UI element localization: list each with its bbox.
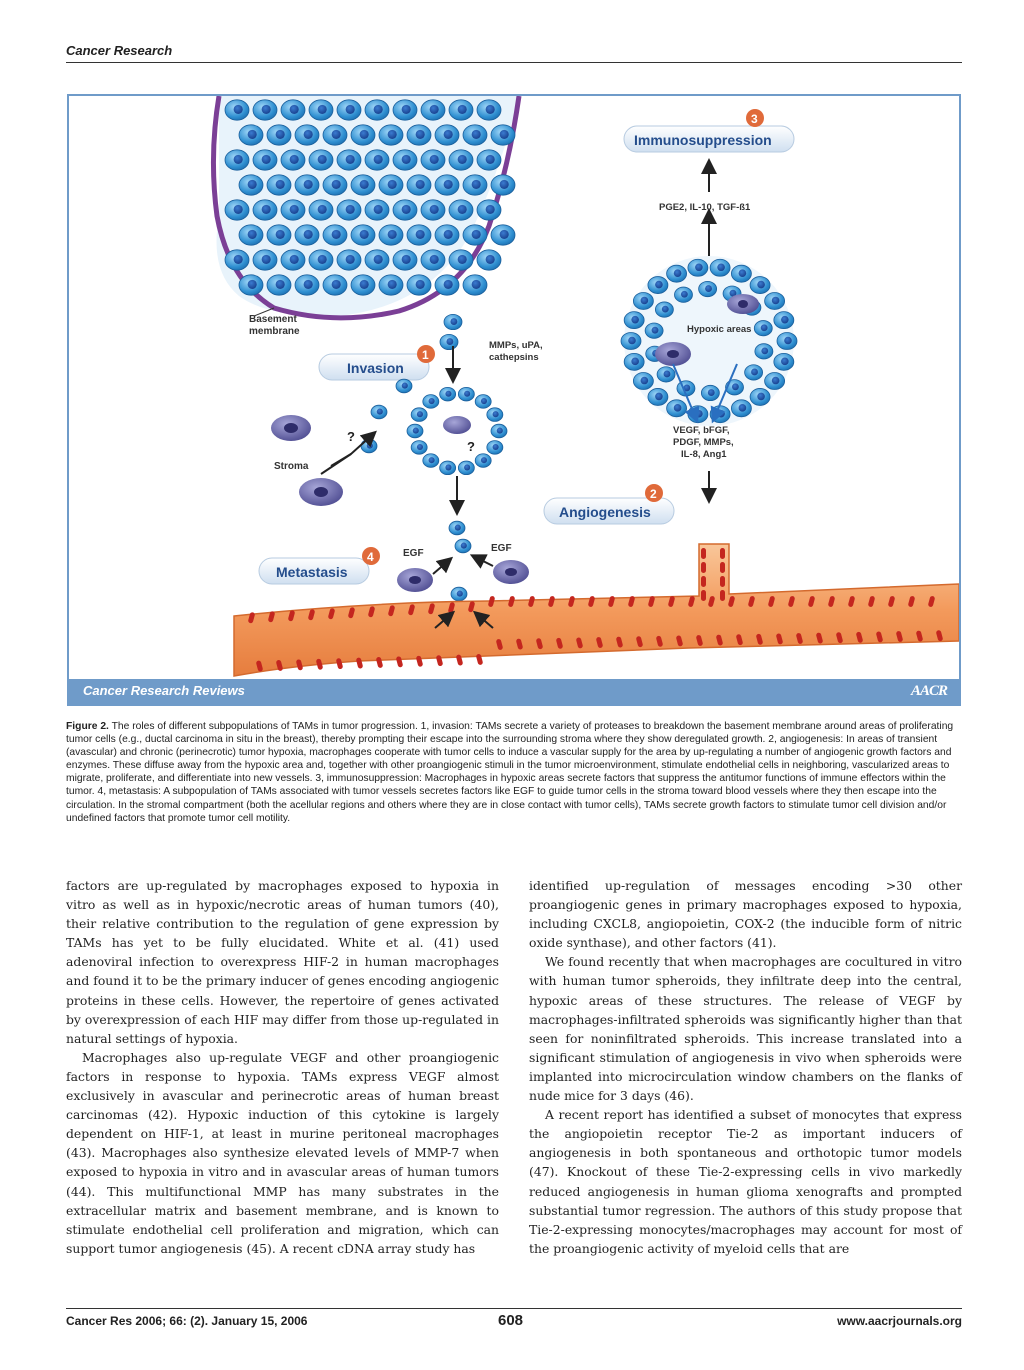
tumor-cell bbox=[440, 461, 456, 475]
tumor-cell bbox=[309, 200, 333, 220]
tumor-cell bbox=[379, 225, 403, 245]
stroma-cluster bbox=[361, 379, 507, 474]
tumor-cell bbox=[477, 100, 501, 120]
angiogenesis-number: 2 bbox=[650, 487, 657, 501]
question-mark-1: ? bbox=[347, 429, 355, 444]
paragraph: factors are up-regulated by macrophages exposed to hypoxia in vitro as well as in hypoxic/necrotic areas of human tumors (40), their relative contribution to the regulation of gene expression by TAMs has yet to be fully elucidated. White et al. (41) used adenoviral infection to overexpress HIF-2 in human macrophages and found it to be the primary inducer of genes encoding angiogenic proteins in these cells. However, the repertoire of genes activated by overexpression of each HIF may differ from those up-regulated in natural settings of hypoxia. bbox=[66, 878, 499, 1046]
header-rule bbox=[66, 62, 962, 63]
figure-illustration bbox=[69, 96, 959, 704]
tumor-cell bbox=[411, 441, 427, 455]
tumor-cell bbox=[309, 100, 333, 120]
tumor-cell bbox=[309, 250, 333, 270]
tumor-cell bbox=[421, 100, 445, 120]
tumor-cell bbox=[253, 200, 277, 220]
immunosuppression-label: Immunosuppression bbox=[634, 132, 772, 148]
invading-cells bbox=[440, 314, 462, 349]
angiogenesis-badge bbox=[544, 484, 674, 524]
tumor-cell bbox=[295, 225, 319, 245]
tumor-cell bbox=[624, 353, 644, 370]
metastasis-macrophage-2 bbox=[493, 560, 529, 584]
figure-2 bbox=[67, 94, 961, 706]
tumor-cell bbox=[267, 125, 291, 145]
tumor-cell bbox=[449, 250, 473, 270]
tumor-cell bbox=[371, 405, 387, 419]
tumor-cell bbox=[239, 175, 263, 195]
tumor-cell bbox=[337, 100, 361, 120]
tumor-cell bbox=[239, 275, 263, 295]
tumor-cell bbox=[455, 539, 471, 553]
tumor-cell bbox=[323, 125, 347, 145]
tumor-cell bbox=[351, 275, 375, 295]
tumor-cell bbox=[393, 250, 417, 270]
question-mark-2: ? bbox=[467, 439, 475, 454]
tumor-cell bbox=[267, 175, 291, 195]
angiogenesis-label: Angiogenesis bbox=[559, 504, 651, 520]
tumor-cell bbox=[774, 312, 794, 329]
tumor-cell bbox=[633, 292, 653, 309]
red-blood-cell bbox=[701, 590, 706, 601]
tumor-cell bbox=[477, 250, 501, 270]
tumor-cell bbox=[435, 175, 459, 195]
tumor-cell bbox=[451, 587, 467, 601]
paragraph: identified up-regulation of messages encoding >30 other proangiogenic genes in primary macrophages exposed to hypoxia, including CXCL8, angiopoietin, COX-2 (the inducible form of nitric oxide synthase), and other factors (41). bbox=[529, 878, 962, 951]
tumor-cell bbox=[463, 175, 487, 195]
tumor-cell bbox=[421, 150, 445, 170]
tumor-cell bbox=[393, 200, 417, 220]
stroma-macrophage-2 bbox=[299, 478, 343, 506]
tumor-cell bbox=[407, 125, 431, 145]
vegf-label-2: PDGF, MMPs, bbox=[673, 437, 734, 448]
tumor-cell bbox=[475, 454, 491, 468]
tumor-cell bbox=[633, 373, 653, 390]
mmps-label-1: MMPs, uPA, bbox=[489, 340, 543, 351]
hypoxic-spheroid bbox=[621, 256, 797, 426]
tumor-cell bbox=[393, 100, 417, 120]
tumor-cell bbox=[365, 250, 389, 270]
invasion-badge bbox=[319, 345, 435, 380]
tumor-cell bbox=[657, 367, 675, 382]
tumor-cell bbox=[491, 125, 515, 145]
tumor-cell bbox=[323, 225, 347, 245]
tumor-cell bbox=[337, 250, 361, 270]
tumor-cell bbox=[379, 125, 403, 145]
tumor-cell bbox=[337, 200, 361, 220]
hypoxic-macrophage-1 bbox=[727, 294, 759, 314]
page-number: 608 bbox=[498, 1312, 524, 1329]
tumor-cell bbox=[765, 373, 785, 390]
tumor-cell bbox=[435, 225, 459, 245]
tumor-cell bbox=[393, 150, 417, 170]
tumor-cell bbox=[750, 388, 770, 405]
tumor-cell bbox=[435, 125, 459, 145]
metastasis-number: 4 bbox=[367, 550, 374, 564]
tumor-cell bbox=[449, 200, 473, 220]
figure-caption bbox=[66, 720, 962, 825]
tumor-cell bbox=[337, 150, 361, 170]
tumor-cell bbox=[407, 225, 431, 245]
red-blood-cell bbox=[701, 562, 706, 573]
tumor-cell bbox=[421, 250, 445, 270]
tumor-cell bbox=[225, 150, 249, 170]
tumor-cell bbox=[710, 406, 730, 423]
tumor-cell bbox=[423, 454, 439, 468]
egf-label-right: EGF bbox=[491, 543, 512, 554]
body-column-right bbox=[529, 876, 962, 1258]
tumor-cell bbox=[648, 277, 668, 294]
tumor-cell bbox=[463, 275, 487, 295]
red-blood-cell bbox=[720, 562, 725, 573]
tumor-cell bbox=[777, 333, 797, 350]
tumor-cell bbox=[440, 334, 458, 349]
stroma-arrow-branch bbox=[321, 454, 351, 474]
basement-label-1: Basement bbox=[249, 314, 297, 325]
tumor-cell bbox=[396, 379, 412, 393]
tumor-cell bbox=[281, 150, 305, 170]
hypoxic-areas-label: Hypoxic areas bbox=[687, 324, 752, 335]
tumor-cell bbox=[351, 125, 375, 145]
tumor-cell bbox=[655, 302, 673, 317]
paragraph: A recent report has identified a subset of monocytes that express the angiopoietin receptor Tie-2 as important inducers of angiogenesis in both spontaneous and orthotopic tumor models (47). Knockout of these Tie-2-expressing cells in vivo markedly reduced angiogenesis in human glioma xenografts and prompted substantial tumor regression. The authors of this study propose that Tie-2-expressing monocytes/macrophages may account for most of the proangiogenic activity of myeloid cells that are bbox=[529, 1107, 962, 1256]
tumor-cell bbox=[365, 150, 389, 170]
egf-arrow-left bbox=[433, 562, 447, 574]
tumor-cell bbox=[225, 100, 249, 120]
tumor-cell bbox=[754, 321, 772, 336]
tumor-cell bbox=[253, 250, 277, 270]
tumor-cell bbox=[688, 259, 708, 276]
tumor-cell bbox=[225, 250, 249, 270]
tumor-cell bbox=[295, 275, 319, 295]
stroma-macrophage-1 bbox=[271, 415, 311, 441]
invasion-number: 1 bbox=[422, 348, 429, 362]
tumor-cell bbox=[444, 314, 462, 329]
aacr-logo: AACR bbox=[910, 683, 947, 699]
tumor-cell bbox=[379, 275, 403, 295]
tumor-cell bbox=[281, 200, 305, 220]
tumor-cell bbox=[309, 150, 333, 170]
tumor-cell bbox=[731, 400, 751, 417]
ring-macrophage bbox=[443, 416, 471, 434]
tumor-cell bbox=[295, 175, 319, 195]
metastasis-macrophage-1 bbox=[397, 568, 433, 592]
tumor-cell bbox=[667, 265, 687, 282]
pge2-label: PGE2, IL-10, TGF-ß1 bbox=[659, 202, 751, 213]
tumor-cell bbox=[323, 275, 347, 295]
tumor-cell bbox=[463, 125, 487, 145]
red-blood-cell bbox=[701, 576, 706, 587]
tumor-cell bbox=[745, 365, 763, 380]
tumor-cell bbox=[449, 150, 473, 170]
tumor-cell bbox=[253, 150, 277, 170]
tumor-cell bbox=[621, 333, 641, 350]
red-blood-cell bbox=[701, 548, 706, 559]
tumor-cell bbox=[225, 200, 249, 220]
tumor-cell bbox=[765, 292, 785, 309]
tumor-cell bbox=[239, 125, 263, 145]
red-blood-cell bbox=[720, 548, 725, 559]
footer-url: www.aacrjournals.org bbox=[837, 1314, 962, 1328]
tumor-cell bbox=[674, 287, 692, 302]
tumor-cell bbox=[365, 200, 389, 220]
figure-footer-label: Cancer Research Reviews bbox=[83, 683, 245, 698]
tumor-cell bbox=[351, 175, 375, 195]
tumor-cell bbox=[411, 408, 427, 422]
tumor-cell bbox=[281, 250, 305, 270]
tumor-cell bbox=[421, 200, 445, 220]
basement-label-2: membrane bbox=[249, 326, 300, 337]
paragraph: Macrophages also up-regulate VEGF and other proangiogenic factors in response to hypoxia. TAMs express VEGF almost exclusively in avascular and perinecrotic areas of human breast carcinomas (42). Hypoxic induction of this cytokine is largely dependent on HIF-1, at least in murine peritoneal macrophages (43). Macrophages also synthesize elevated levels of MMP-7 when exposed to hypoxia in vitro and in avascular areas of human tumors (44). This multifunctional MMP has many substrates in the extracellular matrix and basement membrane, and is known to stimulate endothelial cell proliferation and migration, which can support tumor angiogenesis (45). A recent cDNA array study has bbox=[66, 1049, 499, 1256]
tumor-cell bbox=[774, 353, 794, 370]
red-blood-cell bbox=[720, 576, 725, 587]
tumor-cell bbox=[423, 395, 439, 409]
tumor-cell bbox=[440, 387, 456, 401]
mmps-label-2: cathepsins bbox=[489, 352, 539, 363]
tumor-cell bbox=[267, 225, 291, 245]
tumor-cell bbox=[239, 225, 263, 245]
paragraph: We found recently that when macrophages are cocultured in vitro with human tumor spheroids, they infiltrate deep into the central, hypoxic areas of these structures. The release of VEGF by macrophages-infiltrated spheroids was significantly higher than that seen for noninfiltrated spheroids. This increase translated into a significant stimulation of angiogenesis in vivo when spheroids were implanted into microcirculation window chambers on the flanks of nude mice for 3 days (46). bbox=[529, 954, 962, 1104]
tumor-cell bbox=[463, 225, 487, 245]
tumor-cell bbox=[487, 408, 503, 422]
tumor-cell bbox=[645, 323, 663, 338]
tumor-cell bbox=[458, 461, 474, 475]
tumor-cell bbox=[458, 387, 474, 401]
tumor-cell bbox=[365, 100, 389, 120]
tumor-cell bbox=[491, 424, 507, 438]
vegf-label-1: VEGF, bFGF, bbox=[673, 425, 730, 436]
hypoxic-macrophage-2 bbox=[655, 342, 691, 366]
tumor-cell bbox=[710, 259, 730, 276]
tumor-cell bbox=[379, 175, 403, 195]
immunosuppression-number: 3 bbox=[751, 112, 758, 126]
tumor-cell bbox=[699, 281, 717, 296]
caption-figure-number: Figure 2. bbox=[66, 721, 109, 732]
body-column-left bbox=[66, 876, 499, 1258]
red-blood-cell bbox=[720, 590, 725, 601]
tumor-cell bbox=[487, 441, 503, 455]
tumor-cell bbox=[491, 175, 515, 195]
tumor-cell bbox=[407, 424, 423, 438]
vegf-label-3: IL-8, Ang1 bbox=[681, 449, 727, 460]
tumor-cell bbox=[449, 100, 473, 120]
tumor-cell bbox=[477, 150, 501, 170]
egf-arrow-right bbox=[477, 558, 493, 566]
tumor-cell bbox=[701, 385, 719, 400]
journal-header: Cancer Research bbox=[66, 43, 173, 58]
tumor-cell bbox=[267, 275, 291, 295]
tumor-cell bbox=[281, 100, 305, 120]
tumor-cell bbox=[407, 175, 431, 195]
tumor-cell bbox=[477, 200, 501, 220]
caption-text: The roles of different subpopulations of TAMs in tumor progression. 1, invasion: TAMs secrete a variety of proteases to breakdown the basement membrane around areas of proliferating tumor cells (e.g., ductal carcinoma in situ in the breast), thereby prompting their escape into the surrounding stroma where they show deregulated growth. 2, angiogenesis: In areas of transient (avascular) and chronic (perinecrotic) tumor hypoxia, macrophages cooperate with tumor cells to induce a vascular supply for the area by up-regulating a number of angiogenic growth factors and enzymes. These diffuse away from the hypoxic area and, together with other proangiogenic stimuli in the tumor microenvironment, stimulate endothelial cells in neighboring, vascularized areas to migrate, proliferate, and differentiate into new vessels. 3, immunosuppression: Macrophages in hypoxic areas secrete factors that suppress the antitumor functions of immune effectors within the tumor. 4, metastasis: A subpopulation of TAMs associated with tumor vessels secretes factors like EGF to guide tumor cells in the stroma toward blood vessels where they then escape into the circulation. In the stromal compartment (both the acellular regions and others where they are in close contact with tumor cells), TAMs secrete growth factors to stimulate tumor cell division and/or undefined factors that promote tumor cell motility. bbox=[66, 721, 954, 824]
tumor-cell bbox=[648, 388, 668, 405]
footer-citation: Cancer Res 2006; 66: (2). January 15, 2006 bbox=[66, 1314, 308, 1328]
metastasis-label: Metastasis bbox=[276, 564, 348, 580]
tumor-cell bbox=[755, 344, 773, 359]
stroma-label: Stroma bbox=[274, 461, 309, 472]
tumor-cell bbox=[323, 175, 347, 195]
tumor-cell bbox=[407, 275, 431, 295]
tumor-cell bbox=[475, 395, 491, 409]
tumor-cell bbox=[435, 275, 459, 295]
tumor-cell bbox=[361, 439, 377, 453]
tumor-cell bbox=[667, 400, 687, 417]
tumor-cell bbox=[624, 312, 644, 329]
footer-rule bbox=[66, 1308, 962, 1309]
tumor-cell bbox=[295, 125, 319, 145]
tumor-cell bbox=[449, 521, 465, 535]
tumor-cell bbox=[253, 100, 277, 120]
metastasis-badge bbox=[259, 547, 380, 584]
tumor-cell bbox=[351, 225, 375, 245]
invasion-label: Invasion bbox=[347, 360, 404, 376]
tumor-mass bbox=[213, 96, 519, 318]
tumor-cell bbox=[750, 277, 770, 294]
tumor-cell bbox=[491, 225, 515, 245]
egf-label-left: EGF bbox=[403, 548, 424, 559]
tumor-cell bbox=[731, 265, 751, 282]
immunosuppression-badge bbox=[624, 109, 794, 152]
